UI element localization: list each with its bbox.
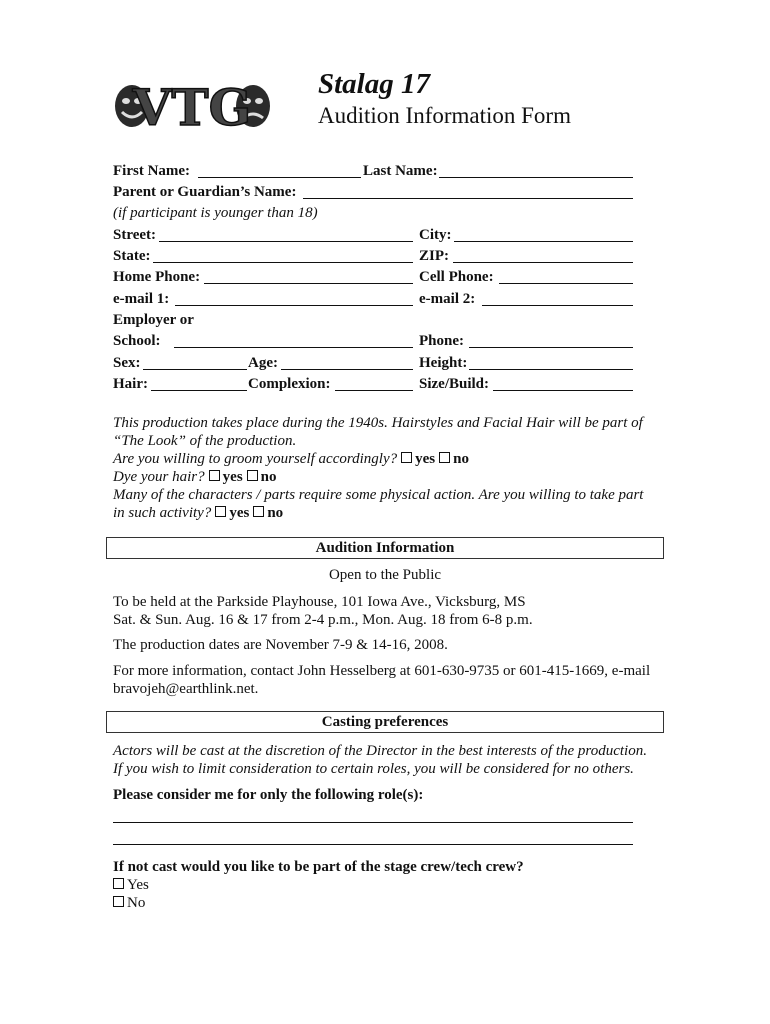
contact-email: bravojeh@earthlink.net. <box>113 681 259 697</box>
groom-no-label: no <box>453 451 469 467</box>
school-row <box>113 333 673 353</box>
cell-phone-label: Cell Phone: <box>419 269 494 285</box>
logo-lettering: VTG <box>132 78 252 137</box>
name-row <box>113 163 673 183</box>
age-label: Age: <box>248 355 278 371</box>
school-field[interactable] <box>174 333 413 348</box>
open-to-public: Open to the Public <box>328 567 442 583</box>
action-yes-checkbox[interactable] <box>215 506 226 517</box>
state-field[interactable] <box>153 248 413 263</box>
crew-yes-label: Yes <box>127 877 149 893</box>
production-dates: The production dates are November 7-9 & 14-16, 2008. <box>113 637 448 653</box>
action-no-checkbox[interactable] <box>253 506 264 517</box>
page-title: Stalag 17 <box>318 68 430 100</box>
dye-yes-label: yes <box>222 469 243 485</box>
email1-field[interactable] <box>175 291 413 306</box>
look-line-1: This production takes place during the 1940s. Hairstyles and Facial Hair will be part of <box>113 415 643 431</box>
state-row <box>113 248 673 268</box>
guardian-label: Parent or Guardian’s Name: <box>113 184 297 200</box>
guardian-note: (if participant is younger than 18) <box>113 205 318 221</box>
groom-yes-label: yes <box>415 451 436 467</box>
hair-row <box>113 376 673 396</box>
phone-field[interactable] <box>469 333 633 348</box>
street-field[interactable] <box>159 227 413 242</box>
dye-no-checkbox[interactable] <box>247 470 258 481</box>
guardian-row <box>113 184 673 204</box>
phone-label: Phone: <box>419 333 464 349</box>
home-phone-field[interactable] <box>204 269 413 284</box>
hair-label: Hair: <box>113 376 148 392</box>
crew-options <box>113 876 673 912</box>
casting-header: Casting preferences <box>106 711 664 733</box>
email1-label: e-mail 1: <box>113 291 170 307</box>
audition-info-header: Audition Information <box>106 537 664 559</box>
street-label: Street: <box>113 227 157 243</box>
height-field[interactable] <box>469 355 633 370</box>
vtg-theater-logo <box>110 70 275 140</box>
contact-info <box>113 662 673 698</box>
crew-question: If not cast would you like to be part of the stage crew/tech crew? <box>113 859 524 875</box>
guardian-field[interactable] <box>303 184 633 199</box>
school-label: School: <box>113 333 161 349</box>
crew-no-label: No <box>127 895 146 911</box>
page-subtitle: Audition Information Form <box>318 103 571 128</box>
cell-phone-field[interactable] <box>499 269 633 284</box>
complexion-field[interactable] <box>335 376 413 391</box>
sex-row <box>113 355 673 375</box>
roles-field-line-1[interactable] <box>113 821 633 823</box>
roles-field-line-2[interactable] <box>113 843 633 845</box>
casting-note-line-2: If you wish to limit consideration to certain roles, you will be considered for no others. <box>113 761 634 777</box>
action-question-line-1: Many of the characters / parts require some physical action. Are you willing to take part <box>113 487 644 503</box>
action-question-line-2: in such activity? <box>113 505 212 521</box>
first-name-label: First Name: <box>113 163 191 179</box>
complexion-label: Complexion: <box>248 376 331 392</box>
roles-label: Please consider me for only the following role(s): <box>113 787 424 803</box>
email-row <box>113 291 673 311</box>
dye-no-label: no <box>260 469 277 485</box>
audition-schedule-line: Sat. & Sun. Aug. 16 & 17 from 2-4 p.m., Mon. Aug. 18 from 6-8 p.m. <box>113 612 533 628</box>
audition-location <box>113 593 673 629</box>
age-field[interactable] <box>281 355 413 370</box>
groom-yes-checkbox[interactable] <box>401 452 412 463</box>
casting-note-line-1: Actors will be cast at the discretion of the Director in the best interests of the production. <box>113 743 647 759</box>
last-name-label: Last Name: <box>363 163 438 179</box>
employer-label: Employer or <box>113 312 194 328</box>
look-section <box>113 414 673 522</box>
size-build-field[interactable] <box>493 376 633 391</box>
casting-note <box>113 742 673 778</box>
zip-label: ZIP: <box>419 248 449 264</box>
home-phone-label: Home Phone: <box>113 269 201 285</box>
first-name-field[interactable] <box>198 163 361 178</box>
hair-field[interactable] <box>151 376 247 391</box>
audition-location-line: To be held at the Parkside Playhouse, 101 Iowa Ave., Vicksburg, MS <box>113 594 526 610</box>
dye-yes-checkbox[interactable] <box>209 470 220 481</box>
zip-field[interactable] <box>453 248 633 263</box>
crew-no-checkbox[interactable] <box>113 896 124 907</box>
dye-question: Dye your hair? <box>113 469 205 485</box>
groom-no-checkbox[interactable] <box>439 452 450 463</box>
sex-label: Sex: <box>113 355 141 371</box>
crew-yes-checkbox[interactable] <box>113 878 124 889</box>
look-line-2: “The Look” of the production. <box>113 433 297 449</box>
sex-field[interactable] <box>143 355 247 370</box>
street-row <box>113 227 673 247</box>
email2-label: e-mail 2: <box>419 291 476 307</box>
action-no-label: no <box>267 505 284 521</box>
height-label: Height: <box>419 355 468 371</box>
phone-row <box>113 269 673 289</box>
size-build-label: Size/Build: <box>419 376 490 392</box>
contact-line-1: For more information, contact John Hesselberg at 601-630-9735 or 601-415-1669, e-mail <box>113 663 651 679</box>
action-yes-label: yes <box>229 505 250 521</box>
city-label: City: <box>419 227 452 243</box>
city-field[interactable] <box>454 227 633 242</box>
email2-field[interactable] <box>482 291 633 306</box>
groom-question: Are you willing to groom yourself accordingly? <box>113 451 398 467</box>
last-name-field[interactable] <box>439 163 633 178</box>
state-label: State: <box>113 248 151 264</box>
employer-row <box>113 312 673 332</box>
